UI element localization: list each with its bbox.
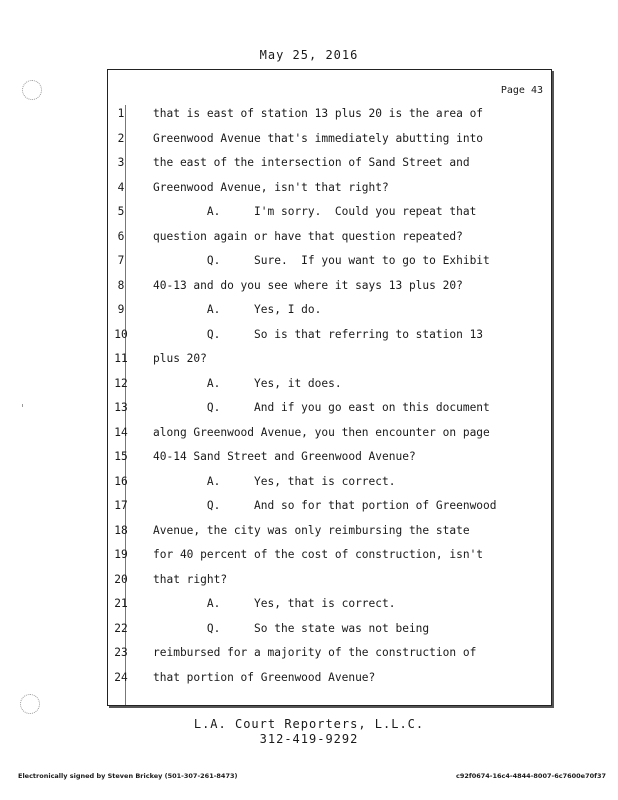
line-number: 18 xyxy=(114,523,128,537)
line-text: plus 20? xyxy=(153,352,207,365)
transcript-line xyxy=(108,594,551,614)
transcript-line xyxy=(108,570,551,590)
transcript-line xyxy=(108,545,551,565)
line-number: 9 xyxy=(117,303,125,316)
transcript-date: May 25, 2016 xyxy=(259,48,359,62)
transcript-line xyxy=(108,398,551,418)
line-text: Q. And if you go east on this document xyxy=(153,401,490,414)
line-number: 22 xyxy=(114,621,128,635)
transcript-line xyxy=(108,374,551,394)
line-number: 11 xyxy=(114,352,128,365)
transcript-line xyxy=(108,276,551,296)
line-number: 2 xyxy=(117,131,125,145)
line-text: the east of the intersection of Sand Street and xyxy=(153,156,470,169)
line-text: Greenwood Avenue, isn't that right? xyxy=(153,180,389,194)
transcript-line xyxy=(108,349,551,369)
hole-punch-mark-top xyxy=(22,80,42,100)
line-number: 4 xyxy=(117,180,125,194)
line-text: A. Yes, that is correct. xyxy=(153,474,396,488)
line-text: 40-14 Sand Street and Greenwood Avenue? xyxy=(153,450,416,463)
line-number: 13 xyxy=(114,401,128,414)
transcript-line xyxy=(108,202,551,222)
line-text: A. Yes, it does. xyxy=(153,376,342,390)
transcript-line xyxy=(108,178,551,198)
line-text: reimbursed for a majority of the construction of xyxy=(153,646,477,659)
line-number: 15 xyxy=(114,450,128,463)
hole-punch-mark-bottom xyxy=(20,694,40,714)
transcript-line xyxy=(108,668,551,688)
line-number: 10 xyxy=(114,327,128,341)
line-number: 23 xyxy=(114,646,128,659)
court-reporter-phone: 312-419-9292 xyxy=(259,732,359,746)
line-number: 17 xyxy=(114,499,128,512)
line-text: that portion of Greenwood Avenue? xyxy=(153,670,376,684)
line-text: for 40 percent of the cost of construction, isn't xyxy=(153,548,484,561)
line-text: Greenwood Avenue that's immediately abutting into xyxy=(153,131,484,145)
line-number: 24 xyxy=(114,670,128,684)
transcript-line xyxy=(108,472,551,492)
line-text: along Greenwood Avenue, you then encounter on page xyxy=(153,425,490,439)
line-text: question again or have that question repeated? xyxy=(153,229,463,243)
line-text: A. Yes, that is correct. xyxy=(153,597,396,610)
line-number: 21 xyxy=(114,597,128,610)
margin-tick-mark xyxy=(22,404,23,407)
transcript-line xyxy=(108,643,551,663)
electronic-signature-text: Electronically signed by Steven Brickey (501-307-261-8473) xyxy=(18,772,238,780)
line-text: that is east of station 13 plus 20 is the area of xyxy=(153,107,484,120)
line-text: A. Yes, I do. xyxy=(153,303,322,316)
transcript-page-frame xyxy=(107,69,552,706)
line-number: 5 xyxy=(117,205,125,218)
line-number: 7 xyxy=(117,254,125,267)
page-number: Page 43 xyxy=(500,85,543,96)
line-number: 14 xyxy=(114,425,128,439)
transcript-line xyxy=(108,325,551,345)
line-number: 8 xyxy=(117,278,125,292)
transcript-line xyxy=(108,496,551,516)
transcript-line xyxy=(108,300,551,320)
transcript-line xyxy=(108,251,551,271)
line-text: Avenue, the city was only reimbursing the state xyxy=(153,523,470,537)
line-text: Q. So is that referring to station 13 xyxy=(153,327,484,341)
line-number: 19 xyxy=(114,548,128,561)
transcript-line xyxy=(108,227,551,247)
line-number: 16 xyxy=(114,474,128,488)
transcript-line xyxy=(108,521,551,541)
line-number: 12 xyxy=(114,376,128,390)
line-number: 20 xyxy=(114,572,128,586)
transcript-line xyxy=(108,423,551,443)
line-text: that right? xyxy=(153,572,228,586)
transcript-line xyxy=(108,447,551,467)
court-reporter-firm: L.A. Court Reporters, L.L.C. xyxy=(193,717,425,731)
document-id: c92f0674-16c4-4844-8007-6c7600e70f37 xyxy=(455,772,606,780)
line-text: Q. So the state was not being xyxy=(153,621,430,635)
line-number: 1 xyxy=(117,107,125,120)
transcript-line xyxy=(108,619,551,639)
transcript-line xyxy=(108,104,551,124)
line-text: A. I'm sorry. Could you repeat that xyxy=(153,205,477,218)
transcript-line xyxy=(108,129,551,149)
line-number: 3 xyxy=(117,156,125,169)
line-text: Q. And so for that portion of Greenwood xyxy=(153,499,497,512)
transcript-line xyxy=(108,153,551,173)
line-number: 6 xyxy=(117,229,125,243)
line-text: Q. Sure. If you want to go to Exhibit xyxy=(153,254,490,267)
line-text: 40-13 and do you see where it says 13 plus 20? xyxy=(153,278,463,292)
